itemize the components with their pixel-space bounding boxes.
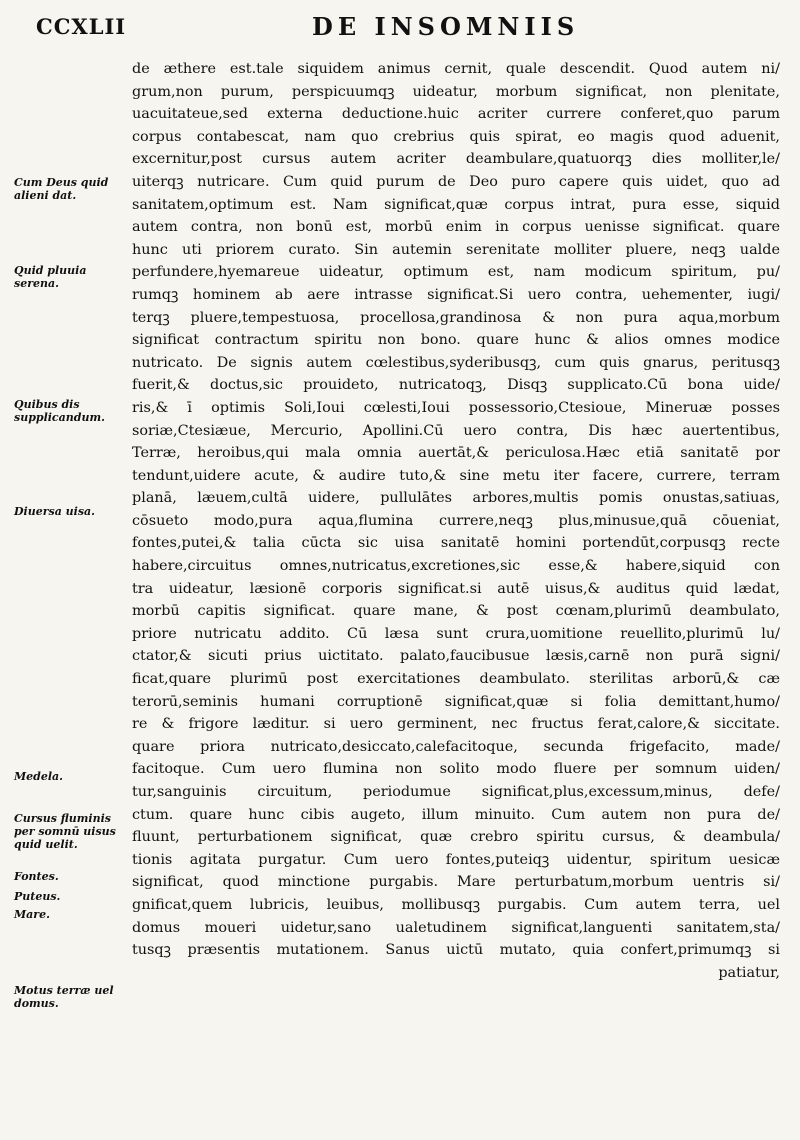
- text-line: terorū,seminis humani corruptionē significat,quæ si folia demittant,humo/: [132, 693, 780, 710]
- text-line: quare priora nutricato,desiccato,calefacitoque, secunda frigefacito, made/: [132, 738, 780, 755]
- text-line: gnificat,quem lubricis, leuibus, mollibusqꝫ purgabis. Cum autem terra, uel: [132, 896, 780, 913]
- marginal-note: Quibus dis supplicandum.: [14, 398, 105, 424]
- text-line: fluunt, perturbationem significat, quæ crebro spiritu cursus, & deambula/: [132, 829, 780, 846]
- marginal-note: Quid pluuia serena.: [14, 264, 87, 290]
- text-line: ctum. quare hunc cibis augeto, illum minuito. Cum autem non pura de/: [132, 806, 780, 823]
- text-line: corpus contabescat, nam quo crebrius quis spirat, eo magis quod aduenit,: [132, 128, 780, 145]
- text-line: tionis agitata purgatur. Cum uero fontes,puteiqꝫ uidentur, spiritum uesicæ: [132, 851, 780, 868]
- text-line: tur,sanguinis circuitum, periodumue significat,plus,excessum,minus, defe/: [132, 784, 780, 800]
- text-line: significat contractum spiritu non bono. quare hunc & alios omnes modice: [132, 332, 780, 349]
- text-line: ficat,quare plurimū post exercitationes deambulato. sterilitas arborū,& cæ: [132, 671, 780, 688]
- text-line: cōsueto modo,pura aqua,flumina currere,neqꝫ plus,minusue,quā cōueniat,: [132, 512, 780, 529]
- text-line: ctator,& sicuti prius uictitato. palato,faucibusue læsis,carnē non purā signi/: [132, 648, 780, 665]
- marginal-note: Cursus fluminis per somnū uisus quid uelit.: [14, 812, 116, 851]
- text-line: perfundere,hyemareue uideatur, optimum est, nam modicum spiritum, pu/: [132, 264, 780, 281]
- text-line: tusqꝫ præsentis mutationem. Sanus uictū mutato, quia confert,primumqꝫ si: [132, 942, 780, 959]
- text-line: morbū capitis significat. quare mane, & post cœnam,plurimū deambulato,: [132, 603, 780, 620]
- text-line: Terræ, heroibus,qui mala omnia auertāt,& periculosa.Hæc etiā sanitatē por: [132, 445, 780, 462]
- folio-number: CCXLII: [36, 14, 127, 39]
- text-line: tra uideatur, læsionē corporis significat.si autē uisus,& auditus quid lædat,: [132, 580, 780, 597]
- text-line: priore nutricatu addito. Cū læsa sunt crura,uomitione reuellito,plurimū lu/: [132, 625, 780, 642]
- text-line: de æthere est.tale siquidem animus cernit, quale descendit. Quod autem ni/: [132, 61, 780, 77]
- text-line: terqꝫ pluere,tempestuosa, procellosa,grandinosa & non pura aqua,morbum: [132, 309, 780, 326]
- text-line: ris,& ī optimis Soli,Ioui cœlesti,Ioui possessorio,Ctesioue, Mineruæ posses: [132, 399, 780, 416]
- text-line: soriæ,Ctesiæue, Mercurio, Apollini.Cū uero contra, Dis hæc auertentibus,: [132, 422, 780, 439]
- text-line: hunc uti priorem curato. Sin autemin serenitate molliter pluere, neqꝫ ualde: [132, 241, 780, 258]
- text-line: habere,circuitus omnes,nutricatus,excretiones,sic esse,& habere,siquid con: [132, 558, 780, 575]
- text-line: sanitatem,optimum est. Nam significat,quæ corpus intrat, pura esse, siquid: [132, 196, 780, 213]
- text-line: planā, læuem,cultā uidere, pullulātes arbores,multis pomis onustas,satiuas,: [132, 490, 780, 507]
- text-line: patiatur,: [718, 964, 780, 981]
- text-line: domus moueri uidetur,sano ualetudinem significat,languenti sanitatem,sta/: [132, 919, 780, 936]
- marginal-note: Cum Deus quid alieni dat.: [14, 176, 109, 202]
- text-line: uiterqꝫ nutricare. Cum quid purum de Deo puro capere quis uidet, quo ad: [132, 173, 780, 190]
- main-text-column: [132, 58, 780, 984]
- text-line: uacuitateue,sed externa deductione.huic acriter currere conferet,quo parum: [132, 106, 780, 123]
- marginal-note: Mare.: [14, 908, 50, 921]
- text-line: fontes,putei,& talia cūcta sic uisa sanitatē homini portendūt,corpusqꝫ recte: [132, 535, 780, 552]
- marginal-note: Fontes.: [14, 870, 59, 883]
- text-line: tendunt,uidere acute, & audire tuto,& sine metu iter facere, currere, terram: [132, 467, 780, 484]
- text-line: significat, quod minctione purgabis. Mare perturbatum,morbum uentris si/: [132, 874, 780, 891]
- text-line: autem contra, non bonū est, morbū enim in corpus uenisse significat. quare: [132, 219, 780, 236]
- marginal-note: Medela.: [14, 770, 64, 783]
- text-line: rumqꝫ hominem ab aere intrasse significat.Si uero contra, uehementer, iugi/: [132, 286, 780, 303]
- marginal-note: Motus terræ uel domus.: [14, 984, 114, 1010]
- running-title: DE INSOMNIIS: [312, 12, 580, 41]
- text-line: re & frigore læditur. si uero germinent, nec fructus ferat,calore,& siccitate.: [132, 716, 780, 733]
- marginal-note: Diuersa uisa.: [14, 505, 95, 518]
- text-line: grum,non purum, perspicuumqꝫ uideatur, morbum significat, non plenitate,: [132, 83, 780, 100]
- text-line: facitoque. Cum uero flumina non solito modo fluere per somnum uiden/: [132, 761, 780, 778]
- text-line: nutricato. De signis autem cœlestibus,syderibusqꝫ, cum quis gnarus, peritusqꝫ: [132, 354, 780, 371]
- marginal-note: Puteus.: [14, 890, 61, 903]
- running-header: [0, 10, 800, 44]
- text-line: excernitur,post cursus autem acriter deambulare,quatuorqꝫ dies molliter,le/: [132, 151, 780, 168]
- text-line: fuerit,& doctus,sic prouideto, nutricatoqꝫ, Disqꝫ supplicato.Cū bona uide/: [132, 377, 780, 394]
